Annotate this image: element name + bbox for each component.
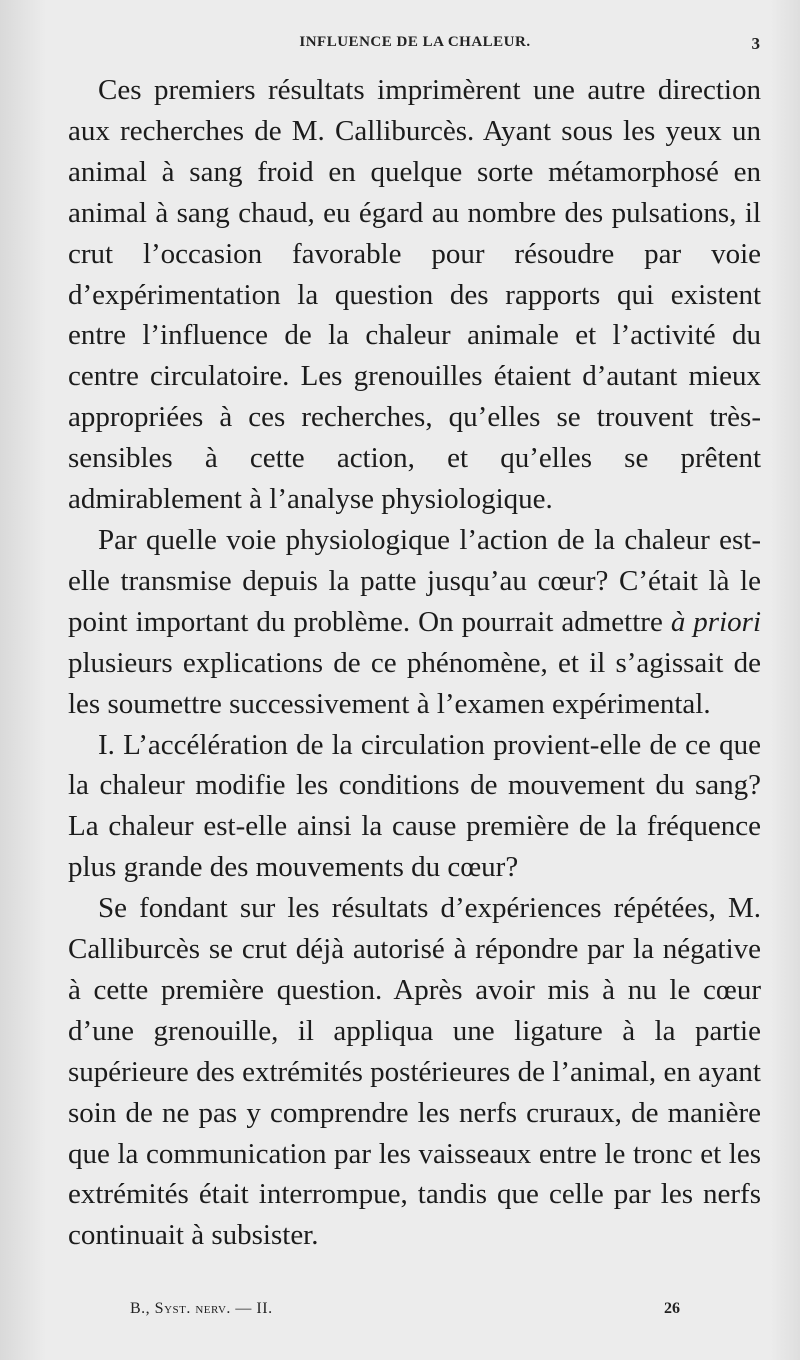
paragraph-text: I. L’accélération de la circulation provient-elle de ce que la chaleur modifie les conditions de mouvement du sang? La chaleur est-elle ainsi la cause première de la fréquence plus grande des mouvements du cœur? — [68, 728, 761, 884]
page-edge-shadow — [770, 0, 800, 1360]
paragraph-2 — [68, 520, 761, 725]
paragraph-4 — [68, 888, 761, 1256]
paragraph-text: Ces premiers résultats imprimèrent une autre direction aux recherches de M. Calliburcès. Ayant sous les yeux un animal à sang froid en quelque sorte métamorphosé en animal à sang chaud, eu égard au nombre des pulsations, il crut l’occasion favorable pour résoudre par voie d’expérimentation la question des rapports qui existent entre l’influence de la chaleur animale et l’activité du centre circulatoire. Les grenouilles étaient d’autant mieux appropriées à ces recherches, qu’elles se trouvent très-sensibles à cette action, et qu’elles se prêtent admirablement à l’analyse physiologique. — [68, 74, 761, 516]
paragraph-text: Se fondant sur les résultats d’expériences répétées, M. Calliburcès se crut déjà autorisé à répondre par la négative à cette première question. Après avoir mis à nu le cœur d’une grenouille, il appliqua une ligature à la partie supérieure des extrémités postérieures de l’animal, en ayant soin de ne pas y comprendre les nerfs cruraux, de manière que la communication par les vaisseaux entre le tronc et les extrémités était interrompue, tandis que celle par les nerfs continuait à subsister. — [68, 892, 761, 1252]
paragraph-3 — [68, 725, 761, 889]
paragraph-text: Par quelle voie physiologique l’action de la chaleur est-elle transmise depuis la patte jusqu’au cœur? C’était là le point important du problème. On pourrait admettre — [68, 523, 761, 638]
running-title: INFLUENCE DE LA CHALEUR. — [299, 34, 531, 50]
body-text — [68, 70, 761, 1256]
page-footer — [130, 1300, 700, 1324]
paragraph-text: plusieurs explications de ce phénomène, et il s’agissait de les soumettre successivement à l’examen expérimental. — [68, 646, 761, 720]
sheet-number: 26 — [664, 1300, 680, 1317]
page-number: 3 — [751, 34, 760, 53]
gutter-shadow — [0, 0, 46, 1360]
signature-mark: B., Syst. nerv. — II. — [130, 1300, 273, 1317]
paragraph-1 — [68, 70, 761, 520]
italic-phrase: à priori — [670, 605, 761, 638]
running-head — [70, 34, 760, 56]
